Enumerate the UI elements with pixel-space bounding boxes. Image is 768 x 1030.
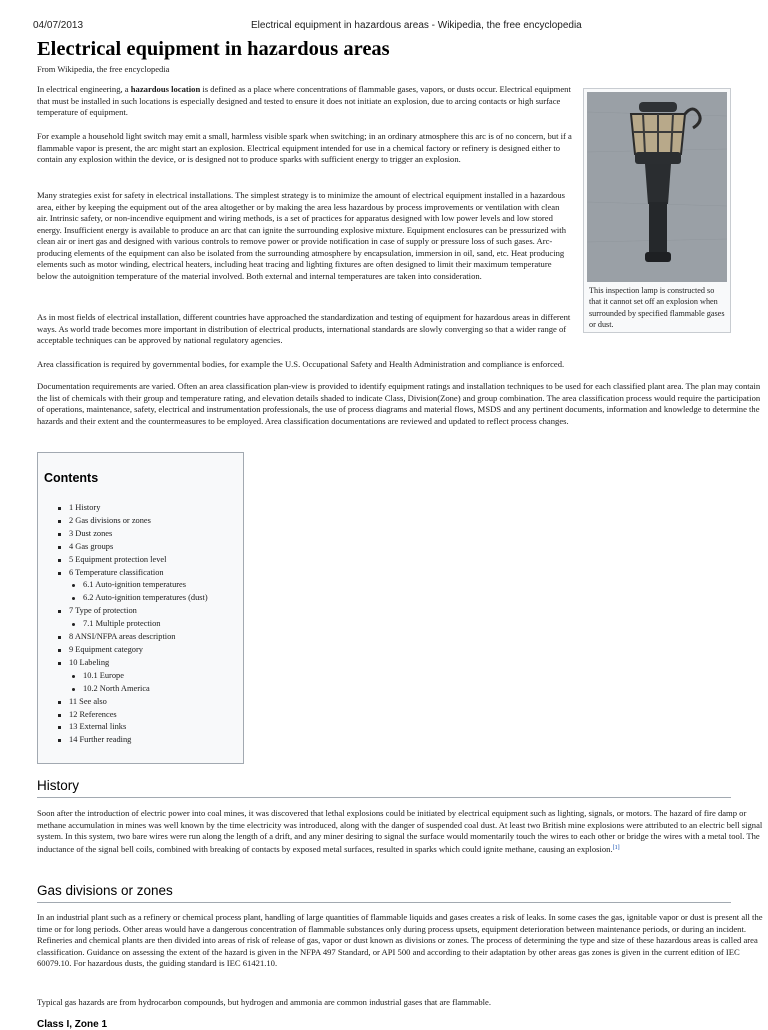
intro-paragraph-2: For example a household light switch may emit a small, harmless visible spark when switching; in an ordinary atmosphere this arc is of no concern, but if a flammable vapor is present, the arc might start an explosion. Electrical equipment intended for use in a chemical factory or refinery is designed either to contain any explosion within the device, or is designed not to produce sparks with sufficient energy to trigger an explosion. [37, 131, 572, 164]
table-of-contents [37, 452, 244, 764]
figure-caption: This inspection lamp is constructed so that it cannot set off an explosion when surrounded by specified flammable gases or dust. [589, 286, 725, 329]
figure-thumbnail [583, 88, 731, 333]
history-text: Soon after the introduction of electric power into coal mines, it was discovered that lethal explosions could be initiated by electrical equipment such as lighting, signals, or motors. The hazard of fire damp or methane accumulation in mines was well known by the time electricity was introduced, along with the danger of suspended coal dust. At least two British mine explosions were attributed to an electric bell signal system. In this system, two bare wires were run along the length of a drift, and any miner desiring to signal the surface would momentarily touch the wires to each other or bridge the wires with a metal tool. The inductance of the signal bell coils, combined with breaking of contacts by exposed metal surfaces, resulted in sparks which could ignite methane, causing an explosion. [37, 808, 763, 854]
gas-zones-heading: Gas divisions or zones [37, 883, 173, 898]
intro-paragraph-6: Documentation requirements are varied. Often an area classification plan-view is provided to identify equipment ratings and installation techniques to be used for each classified plant area. The plan may contain the list of chemicals with their group and temperature rating, and elevation details shaded to indicate Class, Division(Zone) and group combination. The area classification process would require the participation of operations, maintenance, safety, electrical and instrumentation professionals, the use of process diagrams and material flows, MSDS and any pertinent documents, information and knowledge to determine the hazards and their extent and the countermeasures to be employed. Area classification documentations are reviewed and updated to reflect process changes. [37, 381, 761, 426]
term-hazardous-location: hazardous location [130, 84, 201, 94]
toc-item[interactable]: 4 Gas groups [58, 541, 208, 554]
citation-link[interactable]: [1] [612, 844, 620, 851]
history-paragraph [37, 808, 763, 855]
toc-item[interactable]: 2 Gas divisions or zones [58, 515, 208, 528]
toc-item[interactable]: 14 Further reading [58, 734, 208, 747]
toc-item[interactable]: 9 Equipment category [58, 644, 208, 657]
toc-item[interactable]: 5 Equipment protection level [58, 554, 208, 567]
intro-paragraph-1 [37, 84, 572, 119]
toc-item[interactable]: 13 External links [58, 721, 208, 734]
gas-zones-paragraph-1: In an industrial plant such as a refinery or chemical process plant, handling of large quantities of flammable liquids and gases creates a risk of leaks. In some cases the gas, ignitable vapor or dust is present all the time or for long periods. Other areas would have a dangerous concentration of flammable substances only during process upsets, equipment deterioration between maintenance periods, or during an incident. Refineries and chemical plants are then divided into areas of risk of release of gas, vapor or dust known as divisions or zones. The process of determining the type and size of these hazardous areas is called area classification. Guidance on assessing the extent of the hazard is given in the NFPA 497 Standard, or API 500 and according to their adaptation by other areas gas zones is given in the current edition of IEC 60079.10. For hazardous dusts, the guiding standard is IEC 61421.10. [37, 912, 763, 968]
print-page-title: Electrical equipment in hazardous areas - Wikipedia, the free encyclopedia [251, 20, 582, 31]
toc-item[interactable]: 3 Dust zones [58, 528, 208, 541]
intro-text-end: is defined as a place where concentrations of flammable gases, vapors, or dusts occur. Electrical equipment that must be installed in such locations is especially designed and tested to ensure it does not initiate an explosion, due to arcing contacts or high surface temperature of equipment. [37, 84, 571, 117]
gas-zones-heading-rule [37, 902, 731, 903]
toc-item[interactable]: 11 See also [58, 696, 208, 709]
toc-item[interactable]: 7 Type of protection [58, 605, 208, 618]
toc-item[interactable]: 1 History [58, 502, 208, 515]
intro-text-start: In electrical engineering, a [37, 84, 131, 94]
toc-item[interactable]: 12 References [58, 709, 208, 722]
intro-paragraph-3: Many strategies exist for safety in electrical installations. The simplest strategy is to minimize the amount of electrical equipment installed in a hazardous area, either by keeping the equipment out of the area altogether or by making the area less hazardous by process improvements or ventilation with clean air. Intrinsic safety, or non-incendive equipment and wiring methods, is a set of practices for apparatus designed with low power levels and low stored energy. Insufficient energy is available to produce an arc that can ignite the surrounding explosive mixture. Equipment enclosures can be pressurized with clean air or inert gas and designed with various controls to remove power or provide notification in case of supply or pressure loss of such gases. Arc-producing elements of the equipment can also be isolated from the surrounding atmosphere by encapsulation, immersion in oil, sand, etc. Heat producing elements such as motor winding, electrical heaters, including heat tracing and lighting fixtures are often designed to limit their maximum temperature below the autoignition temperature of the material involved. Both external and internal temperatures are taken into consideration. [37, 190, 566, 281]
class-zone-subheading: Class I, Zone 1 [37, 1019, 108, 1030]
history-heading-rule [37, 797, 731, 798]
gas-zones-paragraph-2: Typical gas hazards are from hydrocarbon compounds, but hydrogen and ammonia are common industrial gases that are flammable. [37, 997, 492, 1007]
toc-item[interactable]: 10 Labeling [58, 657, 208, 670]
print-date: 04/07/2013 [33, 20, 84, 31]
toc-subitem[interactable]: 6.2 Auto-ignition temperatures (dust) [72, 592, 208, 605]
toc-subitem[interactable]: 6.1 Auto-ignition temperatures [72, 579, 208, 592]
toc-item[interactable]: 8 ANSI/NFPA areas description [58, 631, 208, 644]
page-title: Electrical equipment in hazardous areas [37, 38, 390, 60]
history-heading: History [37, 778, 80, 793]
toc-subitem[interactable]: 10.1 Europe [72, 670, 208, 683]
inspection-lamp-image[interactable] [587, 92, 727, 282]
print-header [33, 20, 735, 34]
toc-list [58, 502, 208, 747]
intro-paragraph-5: Area classification is required by governmental bodies, for example the U.S. Occupational Safety and Health Administration and compliance is enforced. [37, 359, 565, 369]
toc-item[interactable]: 6 Temperature classification [58, 567, 208, 580]
intro-paragraph-4: As in most fields of electrical installation, different countries have approached the standardization and testing of equipment for hazardous areas in different ways. As world trade becomes more important in distribution of electrical products, international standards are slowly converging so that a wider range of acceptable techniques can be approved by national regulatory agencies. [37, 312, 571, 345]
toc-title: Contents [44, 471, 99, 485]
site-tagline: From Wikipedia, the free encyclopedia [37, 64, 170, 74]
toc-subitem[interactable]: 10.2 North America [72, 683, 208, 696]
toc-subitem[interactable]: 7.1 Multiple protection [72, 618, 208, 631]
